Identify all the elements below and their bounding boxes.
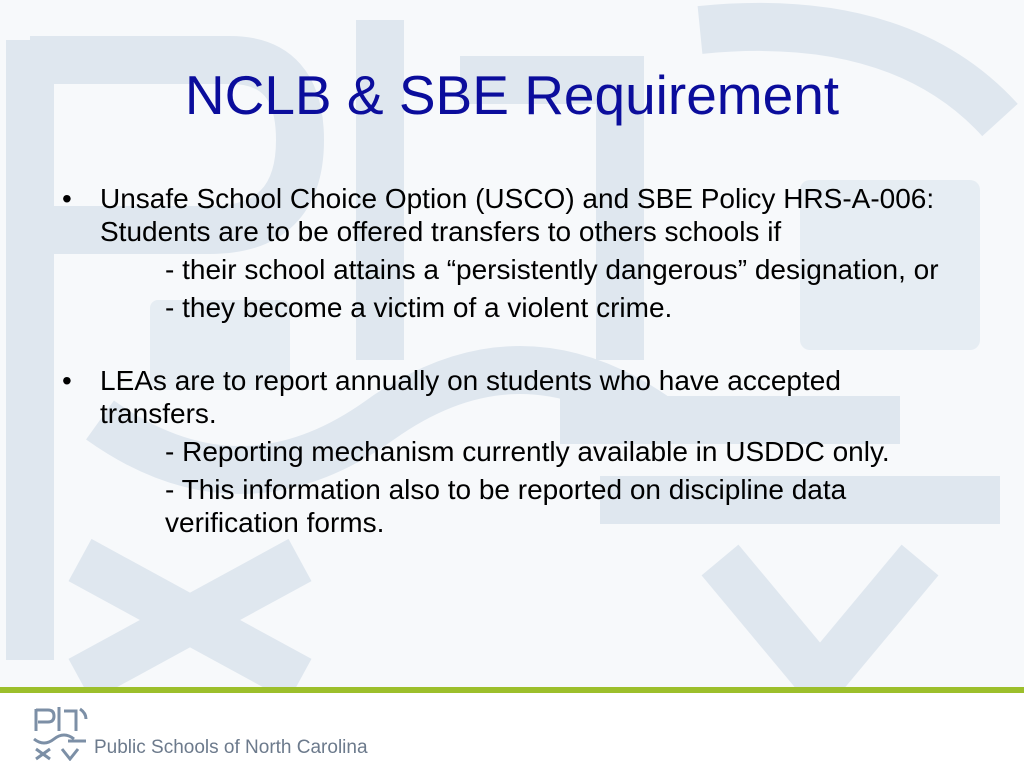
slide-body: [62, 182, 962, 539]
footer-org-name: Public Schools of North Carolina: [94, 737, 368, 758]
sub-bullet-item: - Reporting mechanism currently available in USDDC only.: [165, 436, 890, 467]
bullet-text: Unsafe School Choice Option (USCO) and SBE Policy HRS-A-006: Students are to be offered transfers to others schools if: [100, 183, 935, 247]
bullet-text: LEAs are to report annually on students who have accepted transfers.: [100, 365, 841, 429]
sub-bullet-item: - their school attains a “persistently dangerous” designation, or: [165, 254, 939, 285]
bullet-item: [62, 182, 962, 248]
sub-bullet-item: - This information also to be reported on discipline data verification forms.: [165, 474, 847, 538]
bullet-icon: •: [62, 365, 72, 396]
bullet-item: [62, 364, 962, 430]
sub-bullet-item: - they become a victim of a violent crime.: [165, 292, 673, 323]
slide-title: NCLB & SBE Requirement: [184, 64, 840, 126]
nc-public-schools-logo-icon: [32, 705, 88, 761]
bullet-spacer: [62, 324, 962, 364]
bullet-icon: •: [62, 183, 72, 214]
